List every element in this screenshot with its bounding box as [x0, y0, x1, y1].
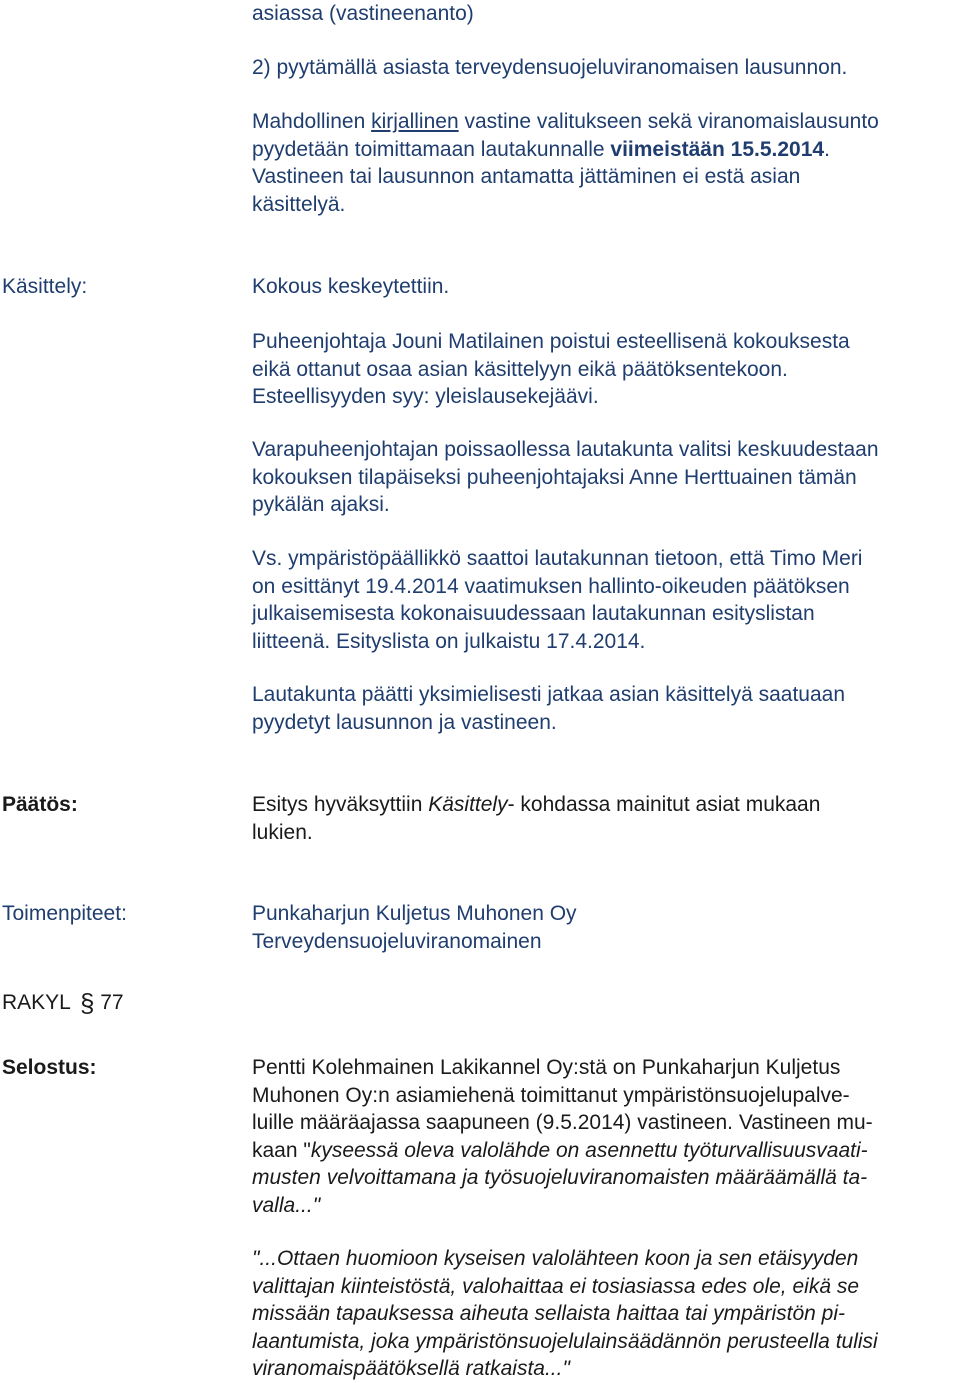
top-item-2	[252, 54, 958, 82]
kasittely-p1: Kokous keskeytettiin.	[252, 275, 450, 298]
deadline-line-2: pyydetään toimittamaan lautakunnalle viimeistään 15.5.2014.	[252, 137, 830, 161]
kasittely-p5: Lautakunta päätti yksimielisesti jatkaa asian käsittelyä saatuaan pyydetyt lausunnon ja vastineen.	[252, 683, 846, 734]
top-line-1: asiassa (vastineenanto)	[252, 2, 474, 25]
underlined-word: kirjallinen	[371, 110, 459, 133]
deadline-line-4: käsittelyä.	[252, 192, 346, 216]
deadline-date: viimeistään 15.5.2014	[610, 137, 825, 161]
selostus-text: Pentti Kolehmainen Lakikannel Oy:stä on Punkaharjun Kuljetus Muhonen Oy:n asiamiehenä toimittanut ympäristönsuojelupalve- luille määräajassa saapuneen (9.5.2014) vastineen. Vastineen mu- kaan "kyseessä oleva valolähde on asennettu työturvallisuusvaati- musten velvoittamana ja työsuojeluviranomaisten määräämällä ta- valla..."	[252, 1056, 873, 1217]
section-sign: §	[79, 988, 95, 1018]
kasittely-p2: Puheenjohtaja Jouni Matilainen poistui esteellisenä kokouksesta eikä ottanut osaa asian käsittelyyn eikä päätöksentekoon. Esteellisyyden syy: yleislausekejäävi.	[252, 330, 850, 408]
toimenpiteet-list	[252, 900, 958, 955]
kasittely-p3: Varapuheenjohtajan poissaollessa lautakunta valitsi keskuudestaan kokouksen tilapäiseksi puheenjohtajaksi Anne Herttuainen tämän pykälän ajaksi.	[252, 438, 879, 516]
deadline-paragraph	[252, 108, 958, 218]
kasittely-p4: Vs. ympäristöpäällikkö saattoi lautakunnan tietoon, että Timo Meri on esittänyt 19.4.2014 vaatimuksen hallinto-oikeuden päätöksen julkaisemisesta kokonaisuudessaan lautakunnan esityslistan liitteenä. Esityslista on julkaistu 17.4.2014.	[252, 547, 863, 653]
toimenpiteet-item: Terveydensuojeluviranomainen	[252, 929, 542, 953]
selostus-quote: "...Ottaen huomioon kyseisen valolähteen koon ja sen etäisyyden valittajan kiinteistöstä, valohaittaa ei tosiasiassa edes ole, eikä se missään tapauksessa aiheuta sellaista haittaa tai ympäristön pi- laantumista, joka ympäristönsuojelulainsäädännön perusteella tulisi viranomaispäätöksellä ratkaista..."	[252, 1247, 878, 1380]
deadline-line-3: Vastineen tai lausunnon antamatta jättäminen ei estä asian	[252, 165, 801, 188]
toimenpiteet-item: Punkaharjun Kuljetus Muhonen Oy	[252, 902, 577, 925]
section-code: RAKYL	[2, 991, 71, 1014]
toimenpiteet-label: Toimenpiteet:	[2, 902, 127, 925]
selostus-label: Selostus:	[2, 1056, 97, 1079]
deadline-line-1: Mahdollinen kirjallinen vastine valitukseen sekä viranomaislausunto	[252, 110, 879, 133]
top-continuation	[252, 0, 958, 28]
paatos-italic-ref: Käsittely	[428, 793, 508, 816]
kasittely-label: Käsittely:	[2, 275, 88, 298]
paatos-label: Päätös:	[2, 793, 78, 816]
top-line-2: 2) pyytämällä asiasta terveydensuojeluviranomaisen lausunnon.	[252, 56, 848, 79]
paatos-text: Esitys hyväksyttiin Käsittely- kohdassa mainitut asiat mukaan lukien.	[252, 793, 821, 844]
section-number: 77	[100, 991, 124, 1014]
section-heading	[2, 987, 124, 1017]
